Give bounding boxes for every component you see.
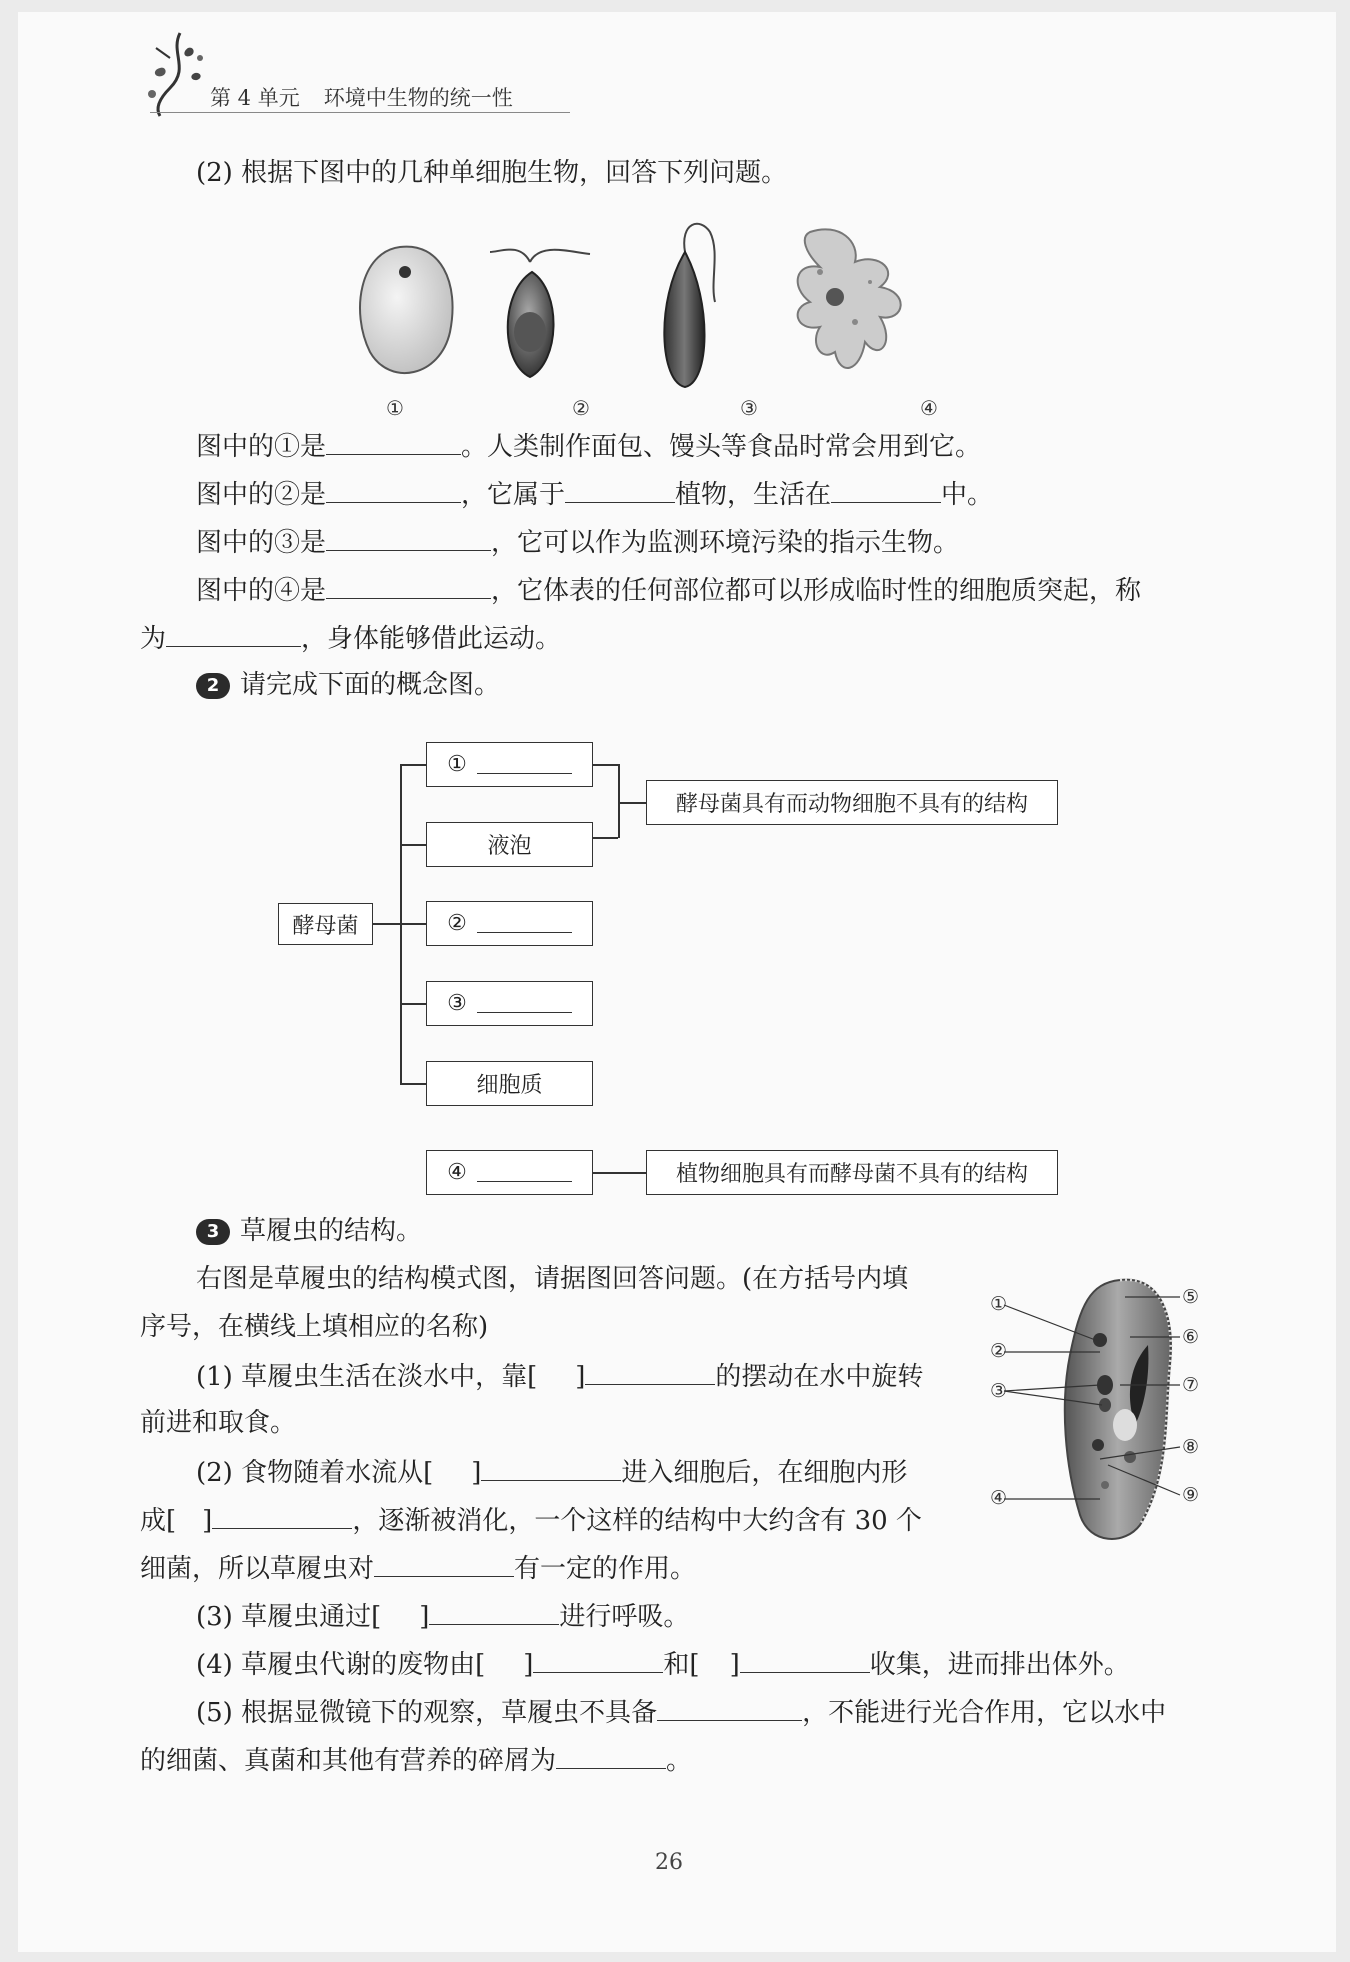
diagram-label-6: ⑥ xyxy=(1182,1326,1200,1348)
diagram-label-8: ⑧ xyxy=(1182,1436,1200,1458)
diagram-label-2: ② xyxy=(990,1340,1008,1362)
q3-part-3: (3) 草履虫通过[ ] 进行呼吸。 xyxy=(196,1602,690,1632)
q3-part-5: (5) 根据显微镜下的观察，草履虫不具备 ，不能进行光合作用，它以水中 xyxy=(196,1698,1167,1728)
answer-blank[interactable] xyxy=(657,1696,802,1721)
q3-part-2: (2) 食物随着水流从[ ] 进入细胞后，在细胞内形 xyxy=(196,1458,908,1488)
concept-note-top: 酵母菌具有而动物细胞不具有的结构 xyxy=(646,780,1058,825)
answer-blank[interactable] xyxy=(326,526,491,551)
organisms-figure xyxy=(340,212,1000,417)
diagram-label-3: ③ xyxy=(990,1380,1008,1402)
yeast-cell-icon xyxy=(360,247,453,373)
figure-label-4: ④ xyxy=(920,396,938,420)
question-number-badge: 2 xyxy=(196,673,230,699)
connector xyxy=(400,1083,426,1085)
concept-item-4: ④ xyxy=(426,1150,593,1195)
q3-intro-1: 右图是草履虫的结构模式图，请据图回答问题。(在方括号内填 xyxy=(196,1264,909,1294)
concept-item-cytoplasm: 细胞质 xyxy=(426,1061,593,1106)
answer-blank[interactable] xyxy=(740,1648,870,1673)
connector xyxy=(400,923,426,925)
question-intro: (2) 根据下图中的几种单细胞生物，回答下列问题。 xyxy=(196,158,788,188)
q3-part-1: (1) 草履虫生活在淡水中，靠[ ] 的摆动在水中旋转 xyxy=(196,1362,924,1392)
concept-item-2: ② xyxy=(426,901,593,946)
question-3-heading: 3 草履虫的结构。 xyxy=(196,1216,422,1246)
answer-blank[interactable] xyxy=(477,914,572,933)
q3-part-2-cont: 成[ ] ，逐渐被消化，一个这样的结构中大约含有 30 个 xyxy=(140,1506,922,1536)
unit-title: 环境中生物的统一性 xyxy=(323,86,513,110)
connector xyxy=(400,764,426,766)
answer-blank[interactable] xyxy=(533,1648,663,1673)
concept-root-yeast: 酵母菌 xyxy=(278,903,373,945)
q3-part-5-cont: 的细菌、真菌和其他有营养的碎屑为 。 xyxy=(140,1746,693,1776)
fill-line-5: 为 ，身体能够借此运动。 xyxy=(140,624,562,654)
page-header xyxy=(210,82,513,112)
connector xyxy=(400,1003,426,1005)
figure-label-1: ① xyxy=(386,396,404,420)
q3-intro-2: 序号，在横线上填相应的名称) xyxy=(140,1312,489,1342)
answer-blank[interactable] xyxy=(556,1744,666,1769)
answer-blank[interactable] xyxy=(477,1163,572,1182)
connector xyxy=(592,837,618,839)
unit-label: 第 4 单元 xyxy=(210,86,300,110)
figure-label-2: ② xyxy=(572,396,590,420)
answer-blank[interactable] xyxy=(429,1600,559,1625)
connector xyxy=(400,844,426,846)
connector xyxy=(592,764,618,766)
question-number-badge: 3 xyxy=(196,1219,230,1245)
answer-blank[interactable] xyxy=(326,574,491,599)
q3-part-1-cont: 前进和取食。 xyxy=(140,1408,297,1438)
fill-line-1: 图中的①是 。人类制作面包、馒头等食品时常会用到它。 xyxy=(196,432,982,462)
connector xyxy=(592,1172,646,1174)
fill-line-4: 图中的④是 ，它体表的任何部位都可以形成临时性的细胞质突起，称 xyxy=(196,576,1142,606)
answer-blank[interactable] xyxy=(326,478,461,503)
figure-label-3: ③ xyxy=(740,396,758,420)
answer-blank[interactable] xyxy=(166,622,301,647)
answer-blank[interactable] xyxy=(481,1456,621,1481)
page-number: 26 xyxy=(655,1850,683,1875)
question-2-heading: 2 请完成下面的概念图。 xyxy=(196,670,500,700)
connector xyxy=(618,802,646,804)
amoeba-icon xyxy=(798,229,901,368)
answer-blank[interactable] xyxy=(831,478,941,503)
answer-blank[interactable] xyxy=(212,1504,352,1529)
q3-part-2-cont2: 细菌，所以草履虫对 有一定的作用。 xyxy=(140,1554,697,1584)
answer-blank[interactable] xyxy=(477,994,572,1013)
concept-item-3: ③ xyxy=(426,981,593,1026)
paramecium-leader-lines xyxy=(990,1275,1200,1545)
answer-blank[interactable] xyxy=(477,755,572,774)
fill-line-2: 图中的②是 ，它属于 植物，生活在 中。 xyxy=(196,480,994,510)
diagram-label-4: ④ xyxy=(990,1487,1008,1509)
q3-part-4: (4) 草履虫代谢的废物由[ ] 和[ ] 收集，进而排出体外。 xyxy=(196,1650,1130,1680)
diagram-label-9: ⑨ xyxy=(1182,1484,1200,1506)
chlamydomonas-icon xyxy=(490,250,590,378)
floral-logo-icon xyxy=(140,28,212,118)
connector xyxy=(372,923,400,925)
answer-blank[interactable] xyxy=(585,1360,715,1385)
diagram-label-7: ⑦ xyxy=(1182,1374,1200,1396)
diagram-label-5: ⑤ xyxy=(1182,1286,1200,1308)
fill-line-3: 图中的③是 ，它可以作为监测环境污染的指示生物。 xyxy=(196,528,960,558)
connector xyxy=(618,764,620,838)
answer-blank[interactable] xyxy=(565,478,675,503)
diagram-label-1: ① xyxy=(990,1293,1008,1315)
answer-blank[interactable] xyxy=(374,1552,514,1577)
concept-note-bottom: 植物细胞具有而酵母菌不具有的结构 xyxy=(646,1150,1058,1195)
concept-item-vacuole: 液泡 xyxy=(426,822,593,867)
header-rule xyxy=(150,112,570,113)
concept-item-1: ① xyxy=(426,742,593,787)
answer-blank[interactable] xyxy=(326,430,461,455)
euglena-icon xyxy=(664,224,715,387)
